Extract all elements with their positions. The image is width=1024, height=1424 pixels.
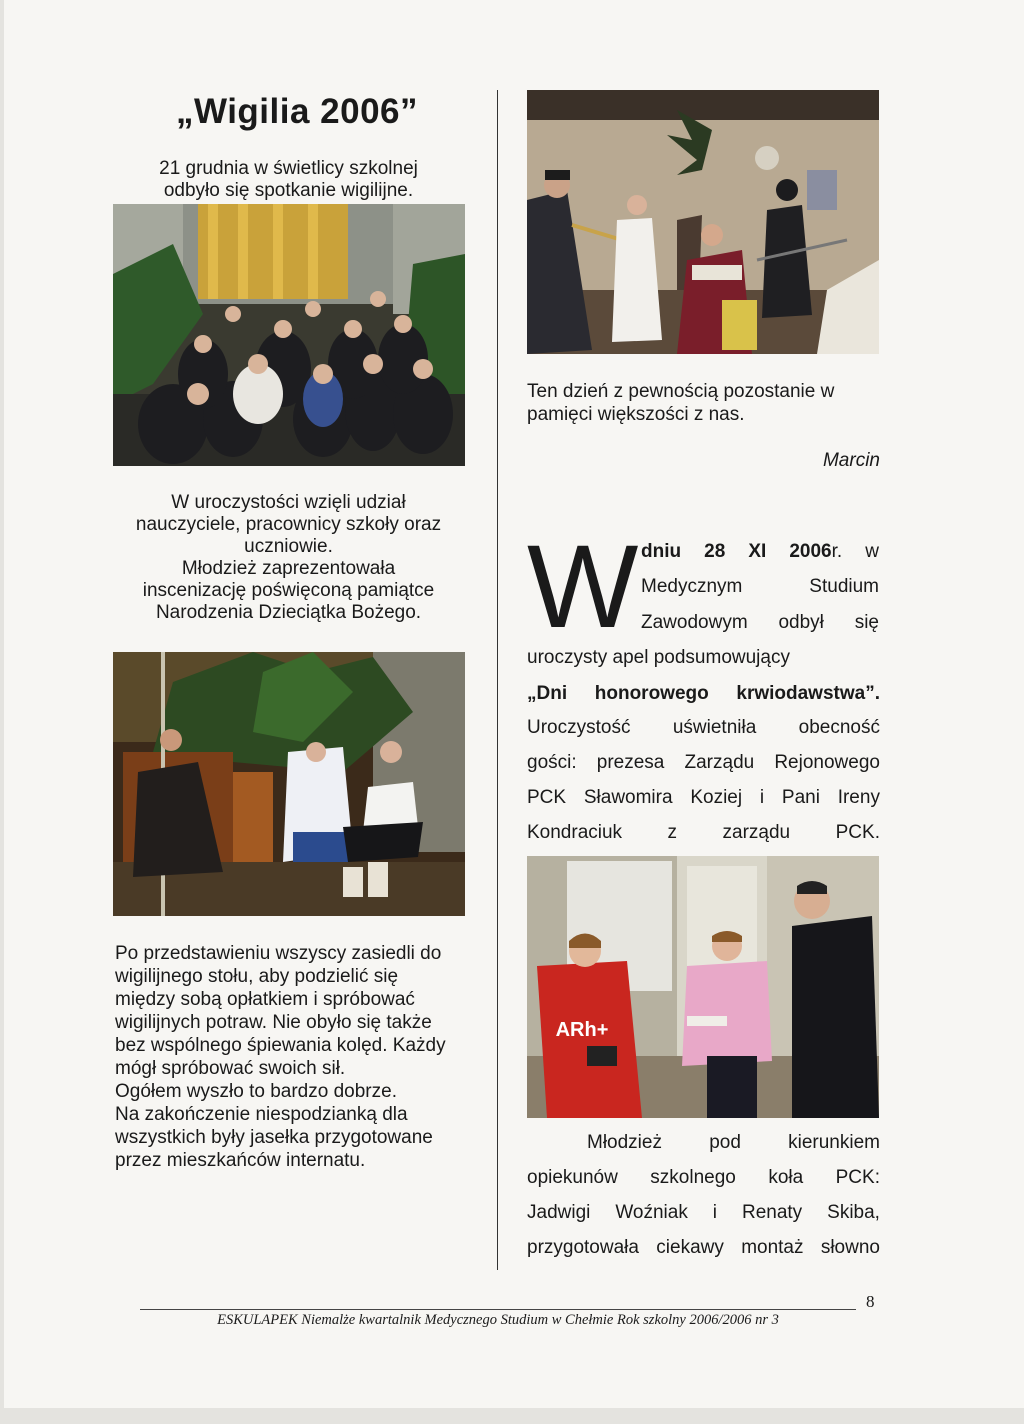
word: ciekawy	[656, 1237, 724, 1258]
intro-line: odbyło się spotkanie wigilijne.	[163, 180, 414, 201]
word: Uroczystość	[527, 717, 631, 738]
word-suffix: r.	[831, 541, 843, 562]
word: PCK.	[835, 822, 880, 843]
photo-group-wigilia	[113, 204, 465, 466]
word: przygotowała	[527, 1237, 639, 1258]
word: Sławomira	[583, 787, 673, 808]
after-line: wszystkich były jasełka przygotowane	[115, 1127, 433, 1148]
text-line-6	[527, 716, 880, 740]
after-line: przez mieszkańców internatu.	[115, 1150, 366, 1171]
word: Rejonowego	[774, 752, 880, 773]
word: Koziej	[690, 787, 743, 808]
participants-line: uczniowie.	[244, 536, 333, 557]
text-line-12	[527, 1201, 880, 1225]
after-line: mógł spróbować swoich sił.	[115, 1058, 346, 1079]
word: gości:	[527, 752, 577, 773]
scan-edge-left	[0, 0, 4, 1424]
play-line: Narodzenia Dzieciątka Bożego.	[155, 602, 422, 623]
text-line-8	[527, 786, 880, 810]
intro-paragraph	[112, 158, 465, 202]
word: PCK	[527, 787, 567, 808]
text-line-9	[527, 821, 880, 845]
after-line: wigilijnego stołu, aby podzielić się	[115, 966, 399, 987]
word: Kondraciuk	[527, 822, 623, 843]
word: i	[759, 787, 765, 808]
word: obecność	[798, 717, 880, 738]
word: krwiodawstwa”.	[736, 683, 880, 704]
word: odbył	[778, 612, 824, 633]
text-line-11	[527, 1166, 880, 1190]
word: pod	[709, 1132, 741, 1153]
word: Młodzież	[587, 1132, 662, 1153]
participants-line: nauczyciele, pracownicy szkoły oraz	[135, 514, 442, 535]
word: opiekunów	[527, 1167, 618, 1188]
word: „Dni	[527, 683, 568, 704]
word: Woźniak	[615, 1202, 688, 1223]
word: Zawodowym	[641, 612, 748, 633]
text-line-5	[527, 682, 880, 706]
word: szkolnego	[650, 1167, 736, 1188]
participants-paragraph	[112, 492, 465, 624]
text-line-7	[527, 751, 880, 775]
footer-rule	[140, 1309, 856, 1310]
word: Zarządu	[684, 752, 755, 773]
text-line-13	[527, 1236, 880, 1260]
word: w	[865, 541, 879, 562]
text-line-3	[641, 611, 879, 635]
text-line-10	[527, 1131, 880, 1155]
word: koła	[768, 1167, 804, 1188]
after-line: Ogółem wyszło to bardzo dobrze.	[115, 1081, 397, 1102]
play-line: Młodzież zaprezentowała	[181, 558, 396, 579]
word: Pani	[781, 787, 820, 808]
word: Jadwigi	[527, 1202, 591, 1223]
word: Ireny	[837, 787, 880, 808]
word: uświetniła	[672, 717, 757, 738]
photo-pck-ceremony	[527, 856, 879, 1118]
article-title: „Wigilia 2006”	[175, 92, 419, 131]
after-line: Po przedstawieniu wszyscy zasiedli do	[115, 943, 442, 964]
drop-cap: W	[527, 521, 639, 653]
text-line-1	[641, 540, 879, 564]
word	[789, 540, 842, 564]
column-divider	[497, 90, 498, 1270]
memory-paragraph	[527, 380, 880, 426]
play-line: inscenizację poświęconą pamiątce	[142, 580, 435, 601]
photo-nativity-play	[113, 652, 465, 916]
word: montaż	[741, 1237, 804, 1258]
after-line: bez wspólnego śpiewania kolęd. Każdy	[115, 1035, 446, 1056]
memory-line: Ten dzień z pewnością pozostanie w	[527, 381, 835, 402]
after-line: między sobą opłatkiem i spróbować	[115, 989, 415, 1010]
after-line: Na zakończenie niespodzianką dla	[115, 1104, 408, 1125]
scan-edge-bottom	[0, 1408, 1024, 1424]
word: uroczysty apel podsumowujący	[527, 647, 790, 668]
word: 28	[704, 541, 726, 562]
text-line-4	[527, 646, 880, 670]
word: słowno	[820, 1237, 880, 1258]
word: Studium	[809, 576, 879, 597]
after-line: wigilijnych potraw. Nie obyło się także	[115, 1012, 432, 1033]
word: dniu	[641, 541, 682, 562]
footer-text: ESKULAPEK Niemalże kwartalnik Medycznego Studium w Chełmie Rok szkolny 2006/2006 nr 3	[217, 1312, 779, 1328]
word-bold-part: 2006	[789, 541, 832, 562]
shirt-text: ARh+	[555, 1019, 609, 1041]
participants-line: W uroczystości wzięli udział	[171, 492, 406, 513]
photo-costume-actors	[527, 90, 879, 354]
word: PCK:	[835, 1167, 880, 1188]
word: się	[854, 612, 879, 633]
word: Renaty	[741, 1202, 803, 1223]
after-play-paragraph	[115, 942, 470, 1172]
word: Medycznym	[641, 576, 743, 597]
word: z	[667, 822, 678, 843]
word: prezesa	[596, 752, 665, 773]
memory-line: pamięci większości z nas.	[527, 404, 745, 425]
word: honorowego	[594, 683, 709, 704]
text-line-2	[641, 575, 879, 599]
word: Skiba,	[827, 1202, 880, 1223]
intro-line: 21 grudnia w świetlicy szkolnej	[159, 158, 418, 179]
word: kierunkiem	[788, 1132, 880, 1153]
word: i	[712, 1202, 718, 1223]
word: XI	[748, 541, 767, 562]
word: zarządu	[722, 822, 791, 843]
page-number: 8	[866, 1292, 875, 1311]
author-signature: Marcin	[822, 450, 880, 471]
